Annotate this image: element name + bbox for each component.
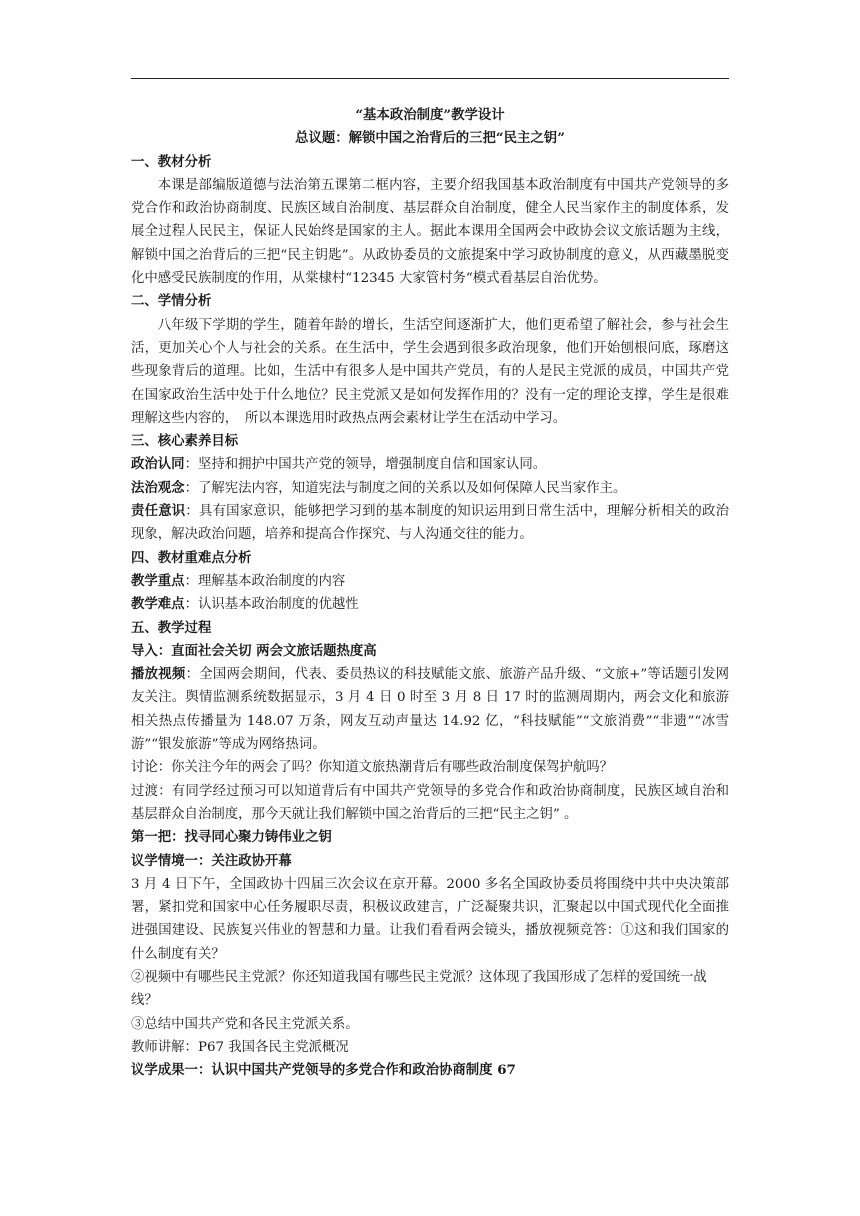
situation-one-paragraph: 3 月 4 日下午，全国政协十四届三次会议在京开幕。2000 多名全国政协委员将围绕中共中央决策部署，紧扣党和国家中心任务履职尽责，积极议政建言，广泛凝聚共识，汇聚起以中国式现代化全面推进强国建设、民族复兴伟业的智慧和力量。让我们看看两会镜头，播放视频竞答：①这和我们国家的什么制度有关？	[131, 876, 729, 962]
video-paragraph	[131, 663, 729, 756]
goal-text: ：了解宪法内容，知道宪法与制度之间的关系以及如何保障人民当家作主。	[184, 480, 627, 496]
document-title: “基本政治制度”教学设计	[355, 107, 505, 123]
goal-label: 政治认同	[131, 456, 185, 473]
goal-text: ：坚持和拥护中国共产党的领导，增强制度自信和国家认同。	[184, 457, 547, 473]
situation-one-heading: 议学情境一：关注政协开幕	[131, 852, 292, 869]
video-label: 播放视频	[131, 666, 186, 683]
goal-label: 法治观念	[131, 479, 185, 496]
intro-heading: 导入：直面社会关切 两会文旅话题热度高	[131, 642, 377, 659]
goal-responsibility	[131, 500, 729, 547]
first-key-heading: 第一把：找寻同心聚力铸伟业之钥	[131, 829, 332, 846]
section-heading-teaching-process: 五、教学过程	[131, 619, 212, 636]
document-subtitle: 总议题：解锁中国之治背后的三把“民主之钥”	[295, 130, 565, 147]
textbook-analysis-paragraph: 本课是部编版道德与法治第五课第二框内容，主要介绍我国基本政治制度有中国共产党领导的多党合作和政治协商制度、民族区域自治制度、基层群众自治制度，健全人民当家作主的制度体系，发展全过程人民民主，保证人民始终是国家的主人。据此本课用全国两会中政协会议文旅话题为主线，解锁中国之治背后的三把“民主钥匙”。从政协委员的文旅提案中学习政协制度的意义，从西藏墨脱变化中感受民族制度的作用，从棠棣村“12345 大家管村务“模式看基层自治优势。	[131, 177, 729, 287]
teaching-difficulty	[131, 593, 729, 616]
question-two: ②视频中有哪些民主党派？你还知道我国有哪些民主党派？这体现了我国形成了怎样的爱国统一战线？	[131, 969, 707, 1009]
goal-rule-of-law	[131, 477, 729, 500]
section-heading-core-goals: 三、核心素养目标	[131, 433, 239, 450]
header-rule	[131, 78, 729, 79]
key-point-text: ：理解基本政治制度的内容	[184, 573, 346, 589]
goal-text: ：具有国家意识，能够把学习到的基本制度的知识运用到日常生活中，理解分析相关的政治现象，解决政治问题，培养和提高合作探究、与人沟通交往的能力。	[131, 504, 730, 543]
section-heading-key-points: 四、教材重难点分析	[131, 549, 252, 566]
teacher-note: 教师讲解：P67 我国各民主党派概况	[131, 1039, 349, 1055]
key-point-label: 教学重点	[131, 572, 185, 589]
section-heading-student-analysis: 二、学情分析	[131, 293, 212, 310]
result-one-heading: 议学成果一：认识中国共产党领导的多党合作和政治协商制度 67	[131, 1062, 516, 1079]
question-three: ③总结中国共产党和各民主党派关系。	[131, 1016, 359, 1032]
goal-political-identity	[131, 453, 729, 476]
difficulty-text: ：认识基本政治制度的优越性	[184, 597, 359, 613]
teaching-key-point	[131, 570, 729, 593]
difficulty-label: 教学难点	[131, 596, 185, 613]
transition-paragraph: 过渡：有同学经过预习可以知道背后有中国共产党领导的多党合作和政治协商制度，民族区域自治和基层群众自治制度，那今天就让我们解锁中国之治背后的三把“民主之钥” 。	[131, 783, 729, 822]
section-heading-textbook-analysis: 一、教材分析	[131, 153, 212, 170]
document-body	[131, 104, 729, 1082]
discussion-paragraph: 讨论：你关注今年的两会了吗？你知道文旅热潮背后有哪些政治制度保驾护航吗？	[131, 760, 614, 776]
video-text: ：全国两会期间，代表、委员热议的科技赋能文旅、旅游产品升级、“文旅+”等话题引发网友关注。舆情监测系统数据显示，3 月 4 日 0 时至 3 月 8 日 17 时的监测周期内，两会文化和旅游相关热点传播量为 148.07 万条，网友互动声量达 14.92 亿，“科技赋能”“文旅消费”“非遗”“冰雪游”“银发旅游”等成为网络热词。	[131, 667, 729, 753]
goal-label: 责任意识	[131, 503, 186, 520]
student-analysis-paragraph: 八年级下学期的学生，随着年龄的增长，生活空间逐渐扩大，他们更希望了解社会，参与社会生活，更加关心个人与社会的关系。在生活中，学生会遇到很多政治现象，他们开始刨根问底，琢磨这些现象背后的道理。比如，生活中有很多人是中国共产党员，有的人是民主党派的成员，中国共产党在国家政治生活中处于什么地位？民主党派又是如何发挥作用的？没有一定的理论支撑，学生是很难理解这些内容的， 所以本课选用时政热点两会素材让学生在活动中学习。	[131, 317, 729, 426]
